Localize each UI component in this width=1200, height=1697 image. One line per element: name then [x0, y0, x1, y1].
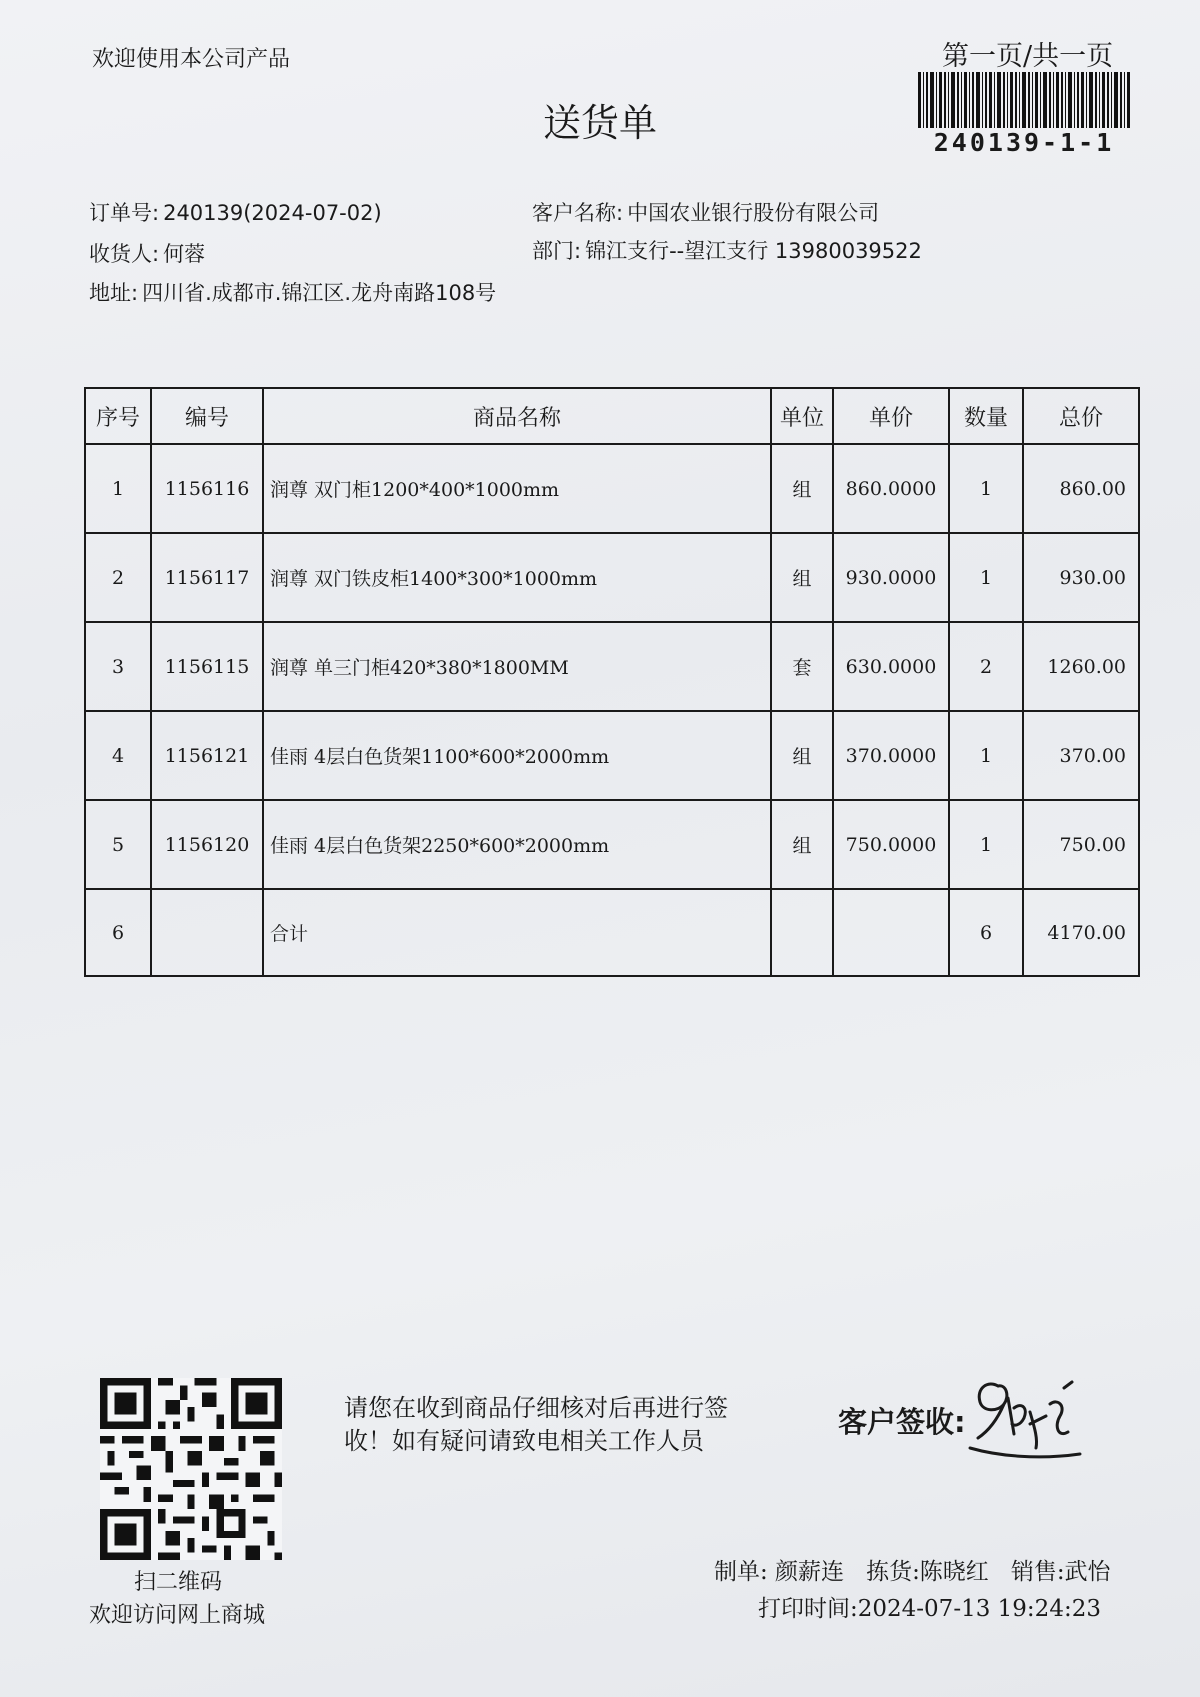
- staff-line: [714, 1553, 1111, 1586]
- page-indicator: 第一页/共一页: [942, 41, 1114, 72]
- receiver-field: [89, 238, 205, 268]
- department-field: [532, 235, 922, 265]
- cell-total: 1260.00: [1023, 622, 1139, 711]
- receiver-label: 收货人:: [89, 242, 160, 266]
- cell-price: 930.0000: [833, 533, 949, 622]
- receipt-notice: 请您在收到商品仔细核对后再进行签收！如有疑问请致电相关工作人员: [344, 1394, 728, 1455]
- cell-price: 370.0000: [833, 711, 949, 800]
- customer-name-field: [532, 197, 879, 227]
- table-header-row: [85, 388, 1139, 444]
- customer-sign-label: 客户签收:: [838, 1405, 966, 1439]
- total-code-empty: [151, 889, 263, 976]
- table-row: [85, 711, 1139, 800]
- cell-qty: 1: [949, 533, 1023, 622]
- qr-code-image: [100, 1378, 282, 1560]
- order-number-label: 订单号:: [89, 201, 160, 225]
- cell-code: 1156121: [151, 711, 263, 800]
- cell-qty: 1: [949, 444, 1023, 533]
- header-total: 总价: [1023, 388, 1139, 444]
- header-qty: 数量: [949, 388, 1023, 444]
- cell-seq: 3: [85, 622, 151, 711]
- header-price: 单价: [833, 388, 949, 444]
- order-number-field: [89, 197, 382, 227]
- cell-price: 860.0000: [833, 444, 949, 533]
- maker-text: 制单: 颜薪连: [714, 1559, 845, 1585]
- cell-price: 630.0000: [833, 622, 949, 711]
- cell-qty: 1: [949, 711, 1023, 800]
- header-name: 商品名称: [263, 388, 771, 444]
- receiver-value: 何蓉: [163, 242, 206, 266]
- address-field: [89, 277, 496, 307]
- total-price-empty: [833, 889, 949, 976]
- cell-code: 1156120: [151, 800, 263, 889]
- cell-name: 润尊 双门柜1200*400*1000mm: [263, 444, 771, 533]
- cell-price: 750.0000: [833, 800, 949, 889]
- cell-code: 1156117: [151, 533, 263, 622]
- qr-caption-mall: 欢迎访问网上商城: [89, 1603, 266, 1628]
- total-unit-empty: [771, 889, 833, 976]
- header-seq: 序号: [85, 388, 151, 444]
- table-total-row: [85, 889, 1139, 976]
- cell-unit: 组: [771, 444, 833, 533]
- print-time: 打印时间:2024-07-13 19:24:23: [758, 1596, 1101, 1622]
- customer-name-value: 中国农业银行股份有限公司: [627, 201, 880, 225]
- cell-code: 1156116: [151, 444, 263, 533]
- cell-unit: 组: [771, 533, 833, 622]
- cell-name: 佳雨 4层白色货架1100*600*2000mm: [263, 711, 771, 800]
- picker-text: 拣货:陈晓红: [866, 1559, 989, 1585]
- handwritten-signature: [968, 1368, 1086, 1468]
- department-label: 部门:: [532, 239, 582, 263]
- cell-name: 佳雨 4层白色货架2250*600*2000mm: [263, 800, 771, 889]
- qr-caption-scan: 扫二维码: [134, 1570, 223, 1595]
- table-row: [85, 444, 1139, 533]
- cell-seq: 2: [85, 533, 151, 622]
- cell-unit: 组: [771, 800, 833, 889]
- cell-seq: 1: [85, 444, 151, 533]
- cell-qty: 1: [949, 800, 1023, 889]
- cell-total: 750.00: [1023, 800, 1139, 889]
- cell-code: 1156115: [151, 622, 263, 711]
- department-value: 锦江支行--望江支行 13980039522: [585, 239, 922, 263]
- address-label: 地址:: [89, 281, 139, 305]
- total-seq: 6: [85, 889, 151, 976]
- welcome-text: 欢迎使用本公司产品: [92, 47, 291, 72]
- document-title: 送货单: [542, 101, 657, 145]
- cell-name: 润尊 双门铁皮柜1400*300*1000mm: [263, 533, 771, 622]
- cell-seq: 4: [85, 711, 151, 800]
- table-row: [85, 800, 1139, 889]
- cell-qty: 2: [949, 622, 1023, 711]
- header-unit: 单位: [771, 388, 833, 444]
- barcode-number: 240139-1-1: [933, 128, 1115, 157]
- header-code: 编号: [151, 388, 263, 444]
- cell-unit: 组: [771, 711, 833, 800]
- total-qty: 6: [949, 889, 1023, 976]
- cell-total: 370.00: [1023, 711, 1139, 800]
- cell-total: 930.00: [1023, 533, 1139, 622]
- cell-name: 润尊 单三门柜420*380*1800MM: [263, 622, 771, 711]
- customer-name-label: 客户名称:: [532, 201, 624, 225]
- cell-unit: 套: [771, 622, 833, 711]
- cell-total: 860.00: [1023, 444, 1139, 533]
- total-amount: 4170.00: [1023, 889, 1139, 976]
- items-table: [84, 387, 1140, 977]
- total-label: 合计: [263, 889, 771, 976]
- table-row: [85, 533, 1139, 622]
- order-number-value: 240139(2024-07-02): [163, 201, 382, 225]
- table-row: [85, 622, 1139, 711]
- cell-seq: 5: [85, 800, 151, 889]
- address-value: 四川省.成都市.锦江区.龙舟南路108号: [142, 281, 497, 305]
- sales-text: 销售:武怡: [1010, 1559, 1111, 1585]
